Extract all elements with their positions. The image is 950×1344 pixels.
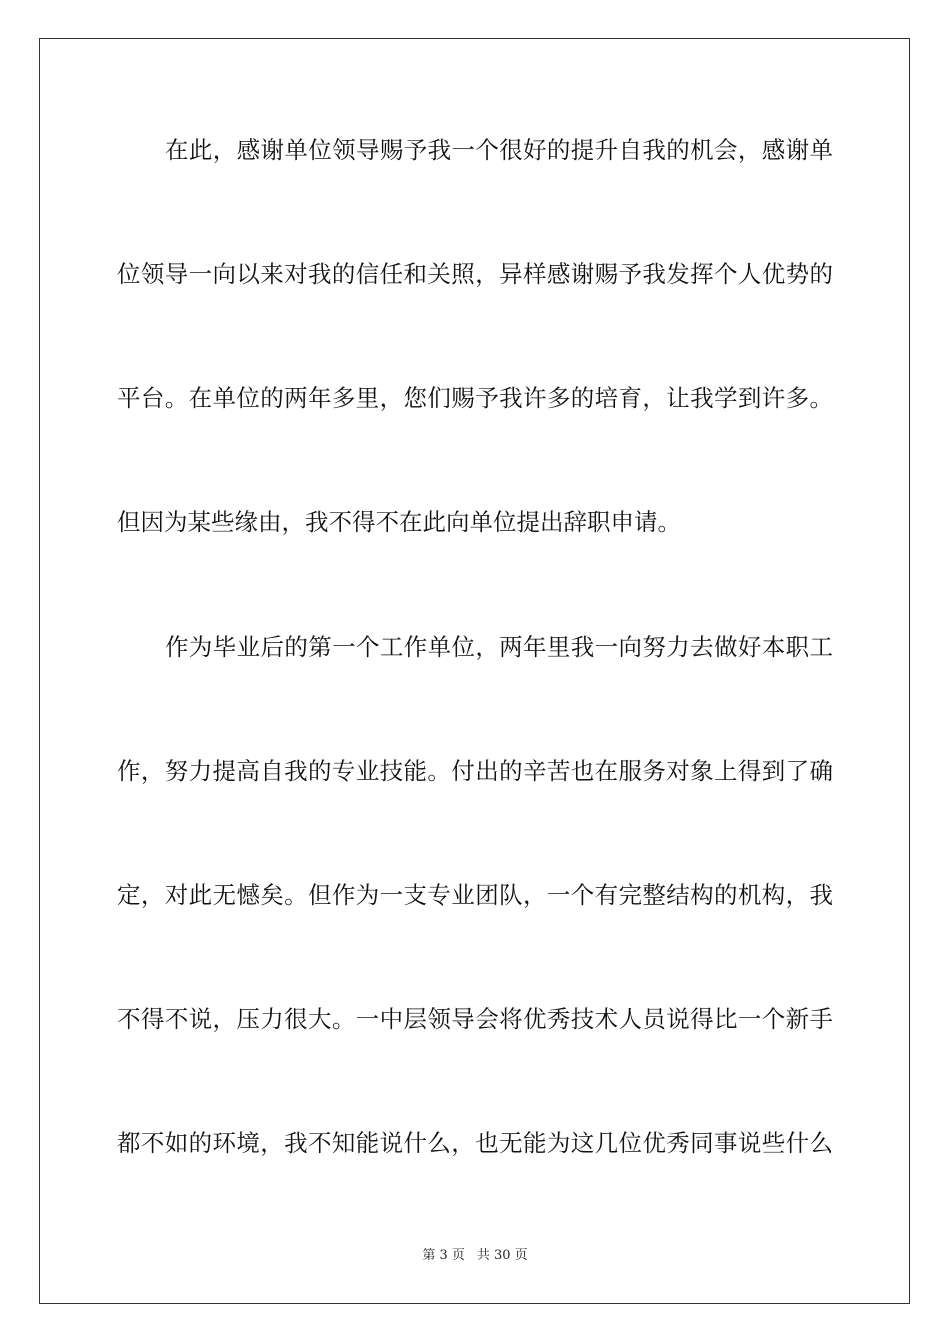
page-number: 第 3 页 <box>422 1248 465 1263</box>
paragraph-2-line-5: 都不如的环境，我不知能说什么，也无能为这几位优秀同事说些什么 <box>117 1129 833 1157</box>
paragraph-1-line-4: 但因为某些缘由，我不得不在此向单位提出辞职申请。 <box>117 508 681 536</box>
page-total: 共 30 页 <box>476 1248 528 1263</box>
paragraph-2-line-3: 定，对此无憾矣。但作为一支专业团队，一个有完整结构的机构，我 <box>117 881 833 909</box>
page-frame <box>39 38 910 1304</box>
paragraph-1-line-1: 在此，感谢单位领导赐予我一个很好的提升自我的机会，感谢单 <box>165 136 833 164</box>
paragraph-2-line-2: 作，努力提高自我的专业技能。付出的辛苦也在服务对象上得到了确 <box>117 757 833 785</box>
paragraph-1-line-3: 平台。在单位的两年多里，您们赐予我许多的培育，让我学到许多。 <box>117 384 833 412</box>
paragraph-2-line-4: 不得不说，压力很大。一中层领导会将优秀技术人员说得比一个新手 <box>117 1005 833 1033</box>
paragraph-1-line-2: 位领导一向以来对我的信任和关照，异样感谢赐予我发挥个人优势的 <box>117 260 833 288</box>
paragraph-2-line-1: 作为毕业后的第一个工作单位，两年里我一向努力去做好本职工 <box>165 633 833 661</box>
page-footer <box>0 1246 950 1266</box>
